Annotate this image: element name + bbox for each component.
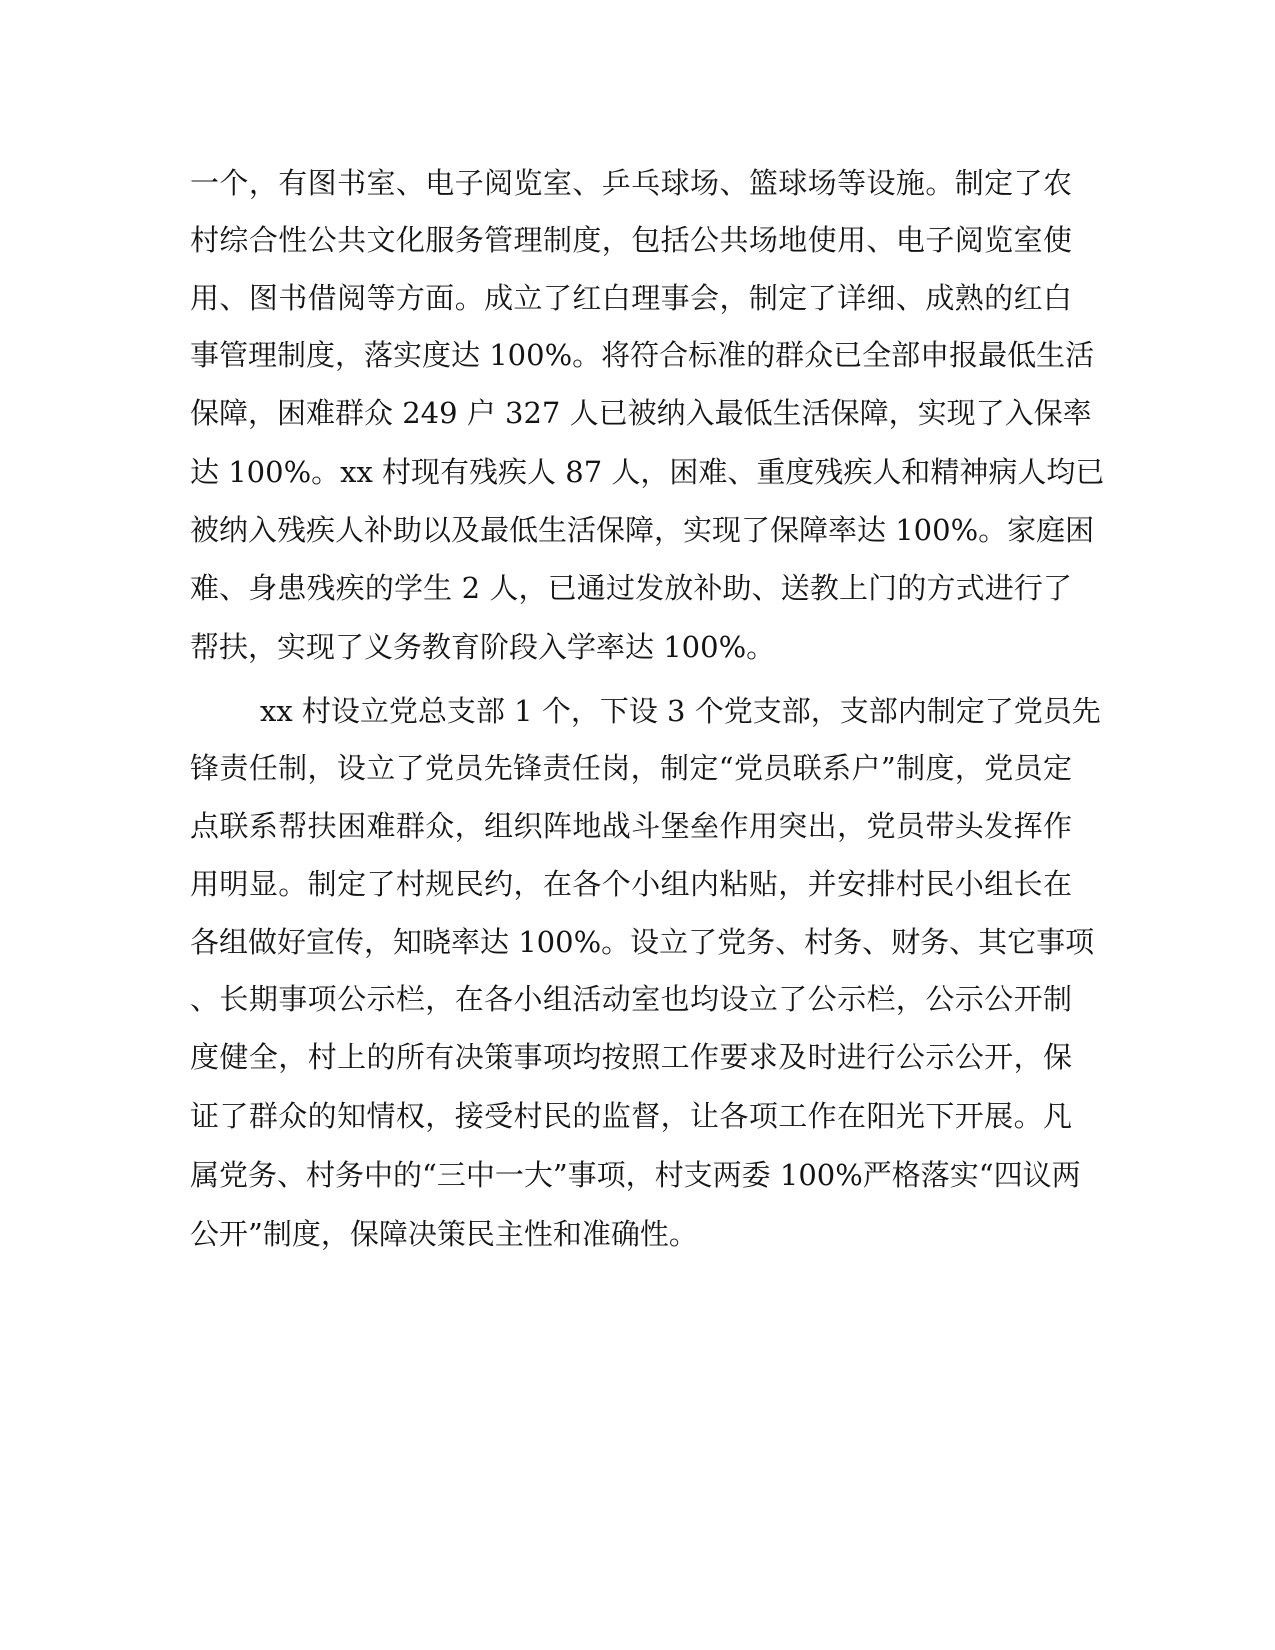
- text-line: 、长期事项公示栏，在各小组活动室也均设立了公示栏，公示公开制: [190, 982, 1072, 1016]
- text-line: 难、身患残疾的学生 2 人，已通过发放补助、送教上门的方式进行了: [190, 571, 1072, 605]
- text-line: 各组做好宣传，知晓率达 100%。设立了党务、村务、财务、其它事项: [190, 925, 1095, 959]
- text-line: 被纳入残疾人补助以及最低生活保障，实现了保障率达 100%。家庭困: [190, 513, 1095, 547]
- text-line: 用、图书借阅等方面。成立了红白理事会，制定了详细、成熟的红白: [190, 281, 1072, 315]
- text-line: 帮扶，实现了义务教育阶段入学率达 100%。: [190, 630, 776, 664]
- text-line: 证了群众的知情权，接受村民的监督，让各项工作在阳光下开展。凡: [190, 1099, 1072, 1133]
- text-line: 一个，有图书室、电子阅览室、乒乓球场、篮球场等设施。制定了农: [190, 166, 1072, 200]
- text-line: 锋责任制，设立了党员先锋责任岗，制定“党员联系户”制度，党员定: [190, 751, 1072, 785]
- text-line: 用明显。制定了村规民约，在各个小组内粘贴，并安排村民小组长在: [190, 867, 1072, 901]
- text-line: 度健全，村上的所有决策事项均按照工作要求及时进行公示公开，保: [190, 1040, 1072, 1074]
- text-line: 事管理制度，落实度达 100%。将符合标准的群众已全部申报最低生活: [190, 338, 1095, 372]
- text-line: xx 村设立党总支部 1 个，下设 3 个党支部，支部内制定了党员先: [260, 694, 1101, 728]
- text-line: 公开”制度，保障决策民主性和准确性。: [190, 1217, 698, 1251]
- text-line: 点联系帮扶困难群众，组织阵地战斗堡垒作用突出，党员带头发挥作: [190, 809, 1072, 843]
- text-line: 村综合性公共文化服务管理制度，包括公共场地使用、电子阅览室使: [190, 223, 1072, 257]
- text-line: 保障，困难群众 249 户 327 人已被纳入最低生活保障，实现了入保率: [190, 396, 1092, 430]
- text-line: 达 100%。xx 村现有残疾人 87 人，困难、重度残疾人和精神病人均已: [190, 455, 1105, 489]
- text-line: 属党务、村务中的“三中一大”事项，村支两委 100%严格落实“四议两: [190, 1158, 1081, 1192]
